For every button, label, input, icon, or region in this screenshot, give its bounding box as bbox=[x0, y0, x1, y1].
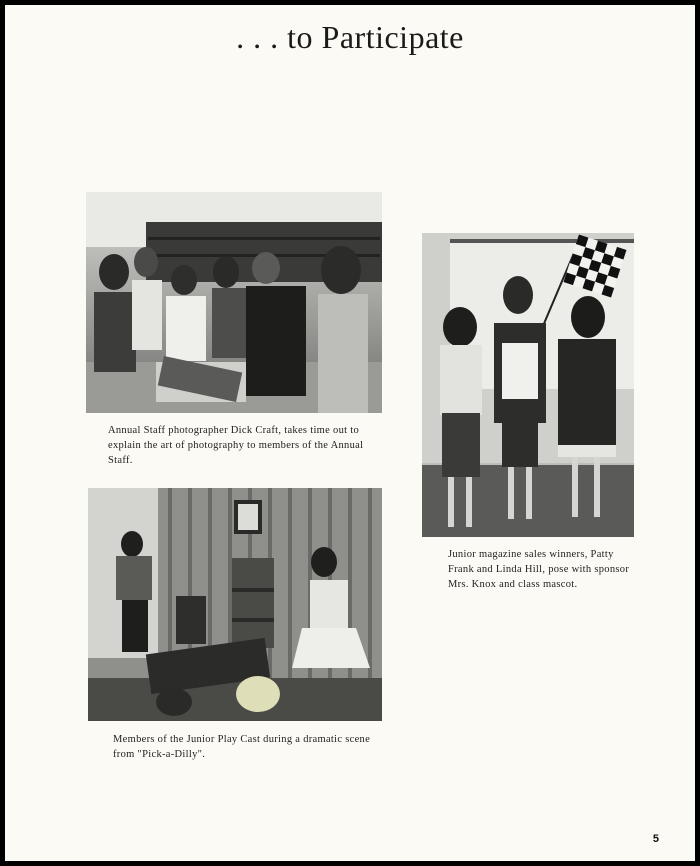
photo-annual-staff bbox=[86, 192, 382, 413]
photo-junior-play bbox=[88, 488, 382, 721]
yearbook-page bbox=[5, 5, 695, 861]
photo-junior-play-image bbox=[88, 488, 382, 721]
photo-magazine-sales-image bbox=[422, 233, 634, 537]
photo-annual-staff-image bbox=[86, 192, 382, 413]
page-number: 5 bbox=[652, 833, 659, 845]
caption-magazine-sales: Junior magazine sales winners, Patty Frank and Linda Hill, pose with sponsor Mrs. Knox and class mascot. bbox=[448, 549, 630, 590]
caption-junior-play: Members of the Junior Play Cast during a dramatic scene from "Pick-a-Dilly". bbox=[113, 734, 371, 760]
photo-magazine-sales bbox=[422, 233, 634, 537]
page-title: . . . to Participate bbox=[236, 19, 464, 55]
caption-annual-staff: Annual Staff photographer Dick Craft, takes time out to explain the art of photography to members of the Annual Staff. bbox=[108, 425, 364, 466]
